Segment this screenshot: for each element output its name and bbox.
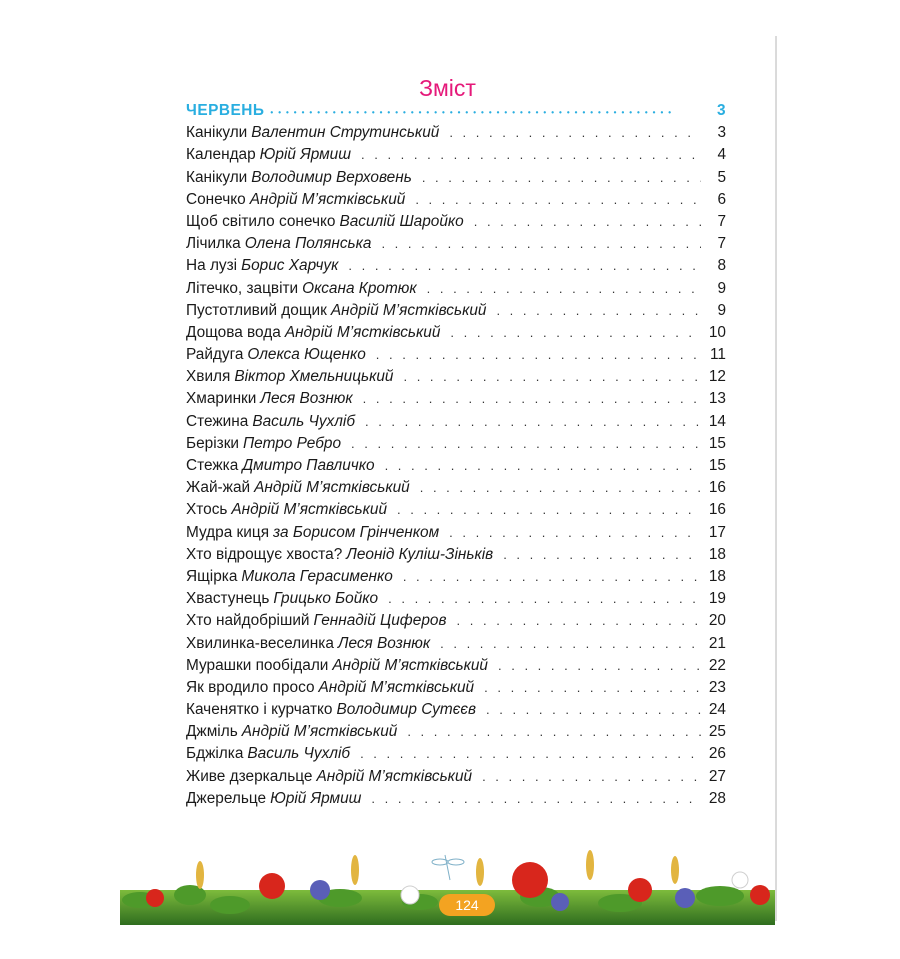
entry-author: Андрій М’ястківський: [231, 501, 388, 519]
entry-title: Канікули: [186, 168, 248, 186]
toc-entry[interactable]: [186, 324, 726, 346]
dot-leader: [397, 502, 701, 517]
dot-leader: [457, 613, 701, 628]
dot-leader: [484, 680, 701, 695]
toc-entry[interactable]: [186, 546, 726, 568]
entry-author: Андрій М’ястківський: [330, 301, 487, 319]
toc-entry[interactable]: [186, 146, 726, 168]
entry-title: Календар: [186, 146, 256, 164]
entry-page: 13: [708, 390, 726, 408]
entry-page: 7: [717, 235, 726, 253]
dot-leader: [348, 258, 701, 273]
toc-entry[interactable]: [186, 524, 726, 546]
dot-leader: [381, 236, 701, 251]
entry-title: Райдуга: [186, 346, 244, 364]
entry-title: Як вродило просо: [186, 678, 315, 696]
dot-leader: [496, 303, 701, 318]
entry-author: Андрій М’ястківський: [254, 479, 410, 497]
toc-entry[interactable]: [186, 790, 726, 812]
entry-title: Хвилинка-веселинка: [186, 634, 334, 652]
entry-author: Валентин Струтинський: [251, 124, 440, 142]
entry-author: Леонід Куліш-Зіньків: [346, 545, 494, 563]
dot-leader: [371, 791, 701, 806]
entry-author: Леся Вознюк: [260, 390, 353, 408]
dot-leader: [376, 347, 701, 362]
entry-author: Василій Шаройко: [339, 212, 464, 230]
entry-page: 12: [708, 368, 726, 386]
dot-leader: [486, 702, 701, 717]
entry-author: Андрій М’ястківський: [318, 678, 475, 696]
dot-leader: [360, 746, 701, 761]
entry-page: 28: [708, 789, 726, 807]
entry-title: Мурашки пообідали: [186, 656, 329, 674]
entry-page: 23: [708, 678, 726, 696]
entry-page: 6: [717, 190, 726, 208]
toc-entry[interactable]: [186, 457, 726, 479]
entry-title: Хто найдобріший: [186, 612, 310, 630]
entry-title: Каченятко і курчатко: [186, 701, 333, 719]
entry-author: Андрій М’ястківський: [241, 723, 398, 741]
toc-entry[interactable]: [186, 124, 726, 146]
entry-page: 9: [717, 279, 726, 297]
entry-author: за Борисом Грінченком: [273, 523, 440, 541]
entry-title: Хвастунець: [186, 590, 270, 608]
entry-title: Джміль: [186, 723, 238, 741]
entry-author: Віктор Хмельницький: [234, 368, 394, 386]
entry-author: Олекса Ющенко: [247, 346, 366, 364]
entry-title: Мудра киця: [186, 523, 270, 541]
entry-page: 8: [717, 257, 726, 275]
entry-author: Грицько Бойко: [273, 590, 379, 608]
entry-page: 27: [708, 767, 726, 785]
dot-leader: [474, 214, 701, 229]
dot-leader: [422, 170, 701, 185]
dot-leader: [407, 724, 701, 739]
entry-title: Стежка: [186, 457, 239, 474]
entry-author: Василь Чухліб: [252, 412, 355, 430]
toc-entry[interactable]: [186, 657, 726, 679]
dot-leader: [440, 636, 701, 651]
entry-title: Ящірка: [186, 567, 238, 585]
toc-entry[interactable]: [186, 280, 726, 302]
toc-entry[interactable]: [186, 235, 726, 257]
dot-leader: [270, 102, 701, 119]
toc-entry[interactable]: [186, 768, 726, 790]
toc-entry[interactable]: [186, 191, 726, 213]
book-page: [120, 30, 775, 925]
entry-author: Володимир Сутєєв: [336, 701, 476, 719]
entry-title: Хвиля: [186, 368, 231, 386]
toc-entry[interactable]: [186, 679, 726, 701]
toc-entry[interactable]: [186, 302, 726, 324]
dot-leader: [449, 125, 701, 140]
section-label: ЧЕРВЕНЬ: [186, 102, 265, 119]
dot-leader: [482, 769, 701, 784]
entry-title: Бджілка: [186, 745, 244, 763]
table-of-contents: [186, 102, 726, 812]
entry-page: 24: [708, 701, 726, 719]
entry-author: Геннадій Циферов: [313, 612, 447, 630]
entry-page: 11: [710, 346, 726, 364]
dot-leader: [427, 281, 701, 296]
dot-leader: [449, 525, 701, 540]
entry-title: Лічилка: [186, 235, 241, 253]
entry-author: Андрій М’ястківський: [316, 767, 473, 785]
entry-title: Жай-жай: [186, 479, 251, 497]
entry-page: 5: [717, 168, 726, 186]
entry-page: 21: [708, 634, 726, 652]
toc-entry[interactable]: [186, 568, 726, 590]
entry-author: Микола Герасименко: [241, 567, 393, 585]
entry-title: Сонечко: [186, 190, 246, 208]
entry-author: Андрій М’ястківський: [332, 656, 488, 674]
dot-leader: [503, 547, 701, 562]
entry-page: 10: [708, 323, 726, 341]
entry-author: Андрій М’ястківський: [249, 190, 406, 208]
toc-entry[interactable]: [186, 169, 726, 191]
entry-author: Юрій Ярмиш: [270, 789, 362, 807]
dot-leader: [363, 391, 701, 406]
dragonfly: [432, 855, 464, 880]
toc-entry[interactable]: [186, 479, 726, 501]
entry-title: Хмаринки: [186, 390, 257, 408]
page-title: Зміст: [419, 75, 476, 101]
entry-page: 15: [708, 457, 726, 474]
entry-author: Андрій М’ястківський: [284, 323, 441, 341]
toc-entry[interactable]: [186, 346, 726, 368]
toc-entry[interactable]: [186, 701, 726, 723]
dot-leader: [498, 658, 701, 673]
dot-leader: [351, 436, 701, 451]
entry-title: Хто відрощує хвоста?: [186, 545, 343, 563]
entry-title: Пустотливий дощик: [186, 301, 327, 319]
entry-author: Петро Ребро: [243, 434, 342, 452]
toc-entry[interactable]: [186, 501, 726, 523]
entry-page: 14: [708, 412, 726, 430]
toc-entry[interactable]: [186, 213, 726, 235]
entry-page: 3: [717, 124, 726, 142]
entry-author: Леся Вознюк: [337, 634, 431, 652]
toc-entry[interactable]: [186, 723, 726, 745]
entry-title: Берізки: [186, 434, 240, 452]
entry-page: 15: [708, 434, 726, 452]
entry-page: 19: [708, 590, 726, 608]
dot-leader: [420, 480, 701, 495]
toc-entry[interactable]: [186, 612, 726, 634]
entry-page: 26: [708, 745, 726, 763]
section-page: 3: [716, 102, 726, 119]
dot-leader: [403, 369, 701, 384]
toc-section-row[interactable]: [186, 102, 726, 124]
dot-leader: [385, 458, 701, 473]
entry-author: Борис Харчук: [241, 257, 339, 275]
entry-author: Володимир Верховень: [251, 168, 412, 186]
entry-author: Юрій Ярмиш: [259, 146, 351, 164]
entry-title: Літечко, зацвіти: [186, 279, 299, 297]
entry-page: 4: [717, 146, 726, 164]
entry-title: Джерельце: [186, 789, 267, 807]
toc-entry[interactable]: [186, 413, 726, 435]
toc-entry[interactable]: [186, 435, 726, 457]
toc-entry[interactable]: [186, 390, 726, 412]
dot-leader: [365, 414, 701, 429]
entry-title: Хтось: [186, 501, 228, 519]
entry-page: 22: [708, 656, 726, 674]
entry-author: Дмитро Павличко: [242, 457, 375, 474]
entry-title: Живе дзеркальце: [186, 767, 313, 785]
entry-page: 9: [717, 301, 726, 319]
entry-title: Канікули: [186, 124, 248, 142]
entry-page: 16: [708, 479, 726, 497]
entry-page: 25: [708, 723, 726, 741]
entry-page: 18: [708, 567, 726, 585]
dot-leader: [403, 569, 701, 584]
entry-page: 7: [717, 212, 726, 230]
dot-leader: [415, 192, 701, 207]
toc-entry[interactable]: [186, 635, 726, 657]
page-number-badge: 124: [439, 894, 495, 916]
entry-title: Щоб світило сонечко: [186, 212, 336, 230]
entry-title: На лузі: [186, 257, 238, 275]
dot-leader: [388, 591, 701, 606]
toc-entry[interactable]: [186, 368, 726, 390]
entry-title: Дощова вода: [186, 323, 281, 341]
entry-title: Стежина: [186, 412, 249, 430]
dot-leader: [361, 147, 701, 162]
toc-entry[interactable]: [186, 745, 726, 767]
entry-author: Василь Чухліб: [247, 745, 351, 763]
entry-author: Олена Полянська: [244, 235, 372, 253]
dot-leader: [450, 325, 701, 340]
entry-page: 17: [708, 523, 726, 541]
entry-page: 20: [708, 612, 726, 630]
entry-page: 18: [708, 545, 726, 563]
toc-entry[interactable]: [186, 590, 726, 612]
entry-author: Оксана Кротюк: [302, 279, 417, 297]
toc-entry[interactable]: [186, 257, 726, 279]
entry-page: 16: [708, 501, 726, 519]
